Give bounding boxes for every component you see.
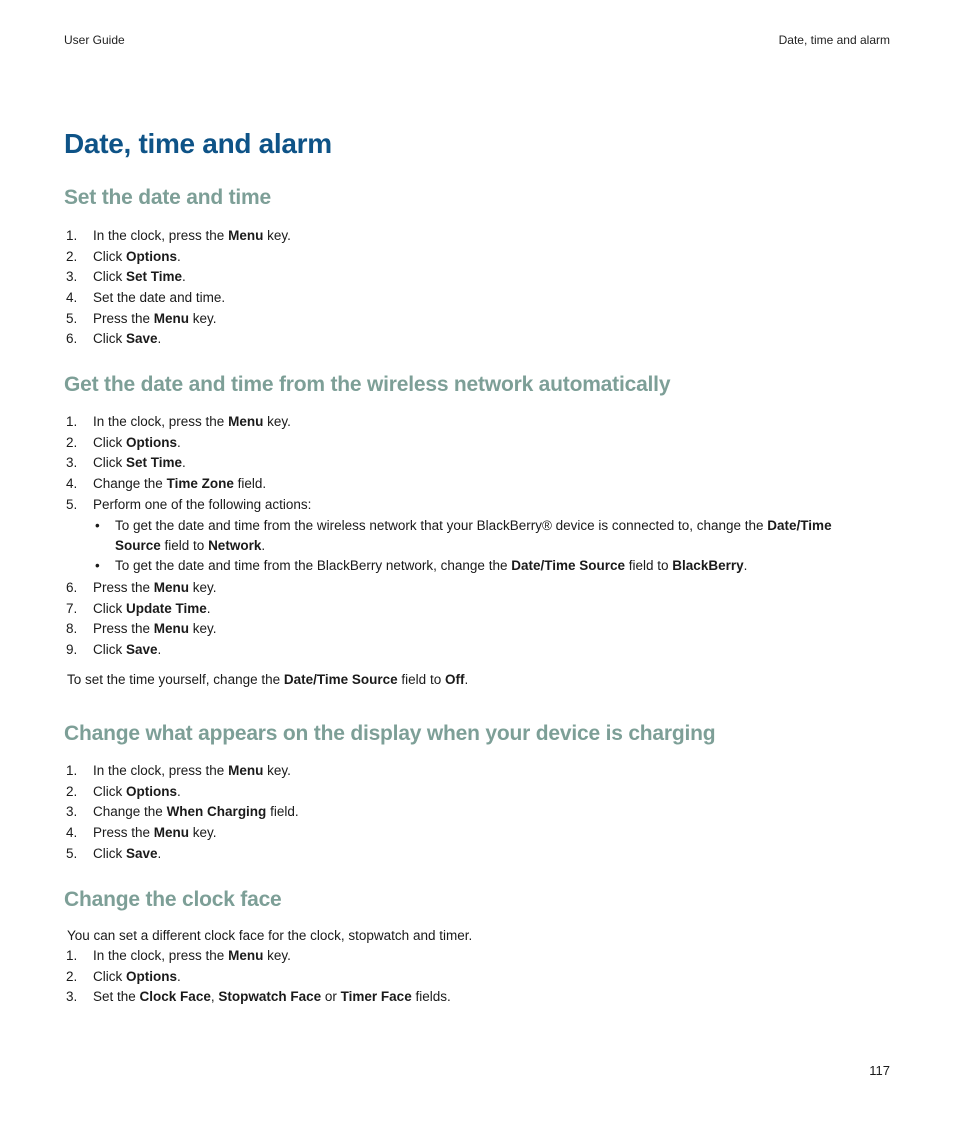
step-text: key. <box>263 414 291 429</box>
step-text: key. <box>263 763 291 778</box>
step-text: . <box>157 642 162 658</box>
field-value: Network <box>208 537 262 553</box>
step-key: Menu <box>228 228 264 243</box>
step-key: Set Time <box>126 455 183 471</box>
step-text: . <box>182 455 186 471</box>
list-item <box>64 495 311 516</box>
step-text: , <box>210 989 219 1005</box>
field-name: Date/Time Source <box>115 518 832 553</box>
step-text: . <box>206 600 211 616</box>
step-number: 9. <box>66 642 78 658</box>
list-item <box>64 247 291 268</box>
list-item <box>64 782 299 803</box>
bullet-text: field to <box>160 537 209 553</box>
step-text: Change the <box>93 476 167 492</box>
list-item <box>93 556 875 576</box>
list-item <box>64 946 451 967</box>
step-text: In the clock, press the <box>93 763 229 778</box>
step-key: Save <box>126 845 158 861</box>
steps-set-date-time <box>64 226 291 350</box>
step-number: 8. <box>66 621 78 637</box>
step-text: Set the date and time. <box>93 290 226 306</box>
field-value: Off <box>444 672 465 687</box>
step-text: key. <box>189 310 217 326</box>
step-text: . <box>177 968 181 984</box>
step-number: 1. <box>66 228 78 243</box>
step-number: 4. <box>66 476 78 492</box>
steps-network-time-cont <box>64 578 217 661</box>
step-text: . <box>177 783 181 799</box>
step-key: Set Time <box>126 269 183 285</box>
bullet-text: . <box>261 537 266 553</box>
note-text: To set the time yourself, change the <box>67 672 284 687</box>
step-text: key. <box>189 825 217 841</box>
step-key: Save <box>126 331 158 347</box>
step-text: key. <box>263 228 291 243</box>
list-item <box>64 599 217 620</box>
step-key: When Charging <box>166 804 267 820</box>
step-text: . <box>182 269 186 285</box>
list-item <box>64 453 311 474</box>
page-number: 117 <box>869 1063 890 1078</box>
note-text: field to <box>397 672 445 687</box>
step-text: key. <box>189 580 217 595</box>
bullet-text: field to <box>625 557 673 573</box>
step-number: 1. <box>66 414 78 429</box>
list-item <box>64 619 217 640</box>
running-header-right: Date, time and alarm <box>778 33 890 47</box>
step-key: Time Zone <box>166 476 234 492</box>
bullet-icon: • <box>95 557 100 573</box>
steps-network-time <box>64 412 311 515</box>
step-text: In the clock, press the <box>93 414 229 429</box>
list-item <box>64 578 217 599</box>
step-number: 4. <box>66 290 78 306</box>
list-item <box>64 288 291 309</box>
intro-paragraph: You can set a different clock face for the clock, stopwatch and timer. <box>67 928 473 943</box>
step-text: In the clock, press the <box>93 948 229 963</box>
list-item <box>64 412 311 433</box>
section-title-set-date-time: Set the date and time <box>64 186 272 209</box>
step-text: Click <box>93 455 126 471</box>
step-number: 6. <box>66 580 78 595</box>
step-key: Menu <box>153 621 190 637</box>
step-number: 1. <box>66 763 78 778</box>
step-key: Menu <box>153 310 190 326</box>
step-text: Press the <box>93 310 154 326</box>
step-text: Click <box>93 434 126 450</box>
list-item <box>64 987 451 1008</box>
step-text: Click <box>93 845 126 861</box>
list-item <box>64 267 291 288</box>
field-name: Date/Time Source <box>283 672 398 687</box>
bullet-text: To get the date and time from the wireless network that your BlackBerry® device is connected to, change the <box>115 518 768 533</box>
bullet-icon: • <box>95 518 100 533</box>
step-text: . <box>177 248 181 264</box>
list-item <box>64 761 299 782</box>
field-value: BlackBerry <box>672 557 744 573</box>
section-title-clock-face: Change the clock face <box>64 888 282 911</box>
step-text: . <box>157 845 162 861</box>
step-text: Click <box>93 600 126 616</box>
list-item <box>64 226 291 247</box>
list-item <box>64 844 299 865</box>
page-title: Date, time and alarm <box>64 128 332 159</box>
step-number: 4. <box>66 825 78 841</box>
step-text: Click <box>93 968 126 984</box>
step-text: Press the <box>93 621 154 637</box>
step-text: Press the <box>93 825 154 841</box>
step-key: Update Time <box>126 600 207 616</box>
step-text: key. <box>263 948 291 963</box>
list-item <box>64 433 311 454</box>
list-item <box>64 474 311 495</box>
list-item <box>64 967 451 988</box>
step-key: Menu <box>228 948 264 963</box>
step-number: 7. <box>66 600 78 616</box>
section-title-charging-display: Change what appears on the display when your device is charging <box>64 722 716 745</box>
step-number: 3. <box>66 989 78 1005</box>
list-item <box>93 516 875 555</box>
list-item <box>64 823 299 844</box>
step-key: Menu <box>228 763 264 778</box>
step-text: Click <box>93 269 126 285</box>
field-name: Timer Face <box>340 989 412 1005</box>
step-number: 2. <box>66 434 78 450</box>
step-key: Menu <box>153 825 190 841</box>
step-number: 2. <box>66 968 78 984</box>
step-key: Save <box>126 642 158 658</box>
bullet-text: . <box>743 557 748 573</box>
step-text: Click <box>93 642 126 658</box>
field-name: Clock Face <box>139 989 211 1005</box>
step-number: 5. <box>66 310 78 326</box>
step-number: 3. <box>66 455 78 471</box>
running-header-left: User Guide <box>64 33 125 47</box>
section-title-network-time: Get the date and time from the wireless network automatically <box>64 373 671 396</box>
steps-clock-face <box>64 946 451 1008</box>
step-number: 2. <box>66 248 78 264</box>
step-text: or <box>321 989 341 1005</box>
step-key: Menu <box>228 414 264 429</box>
step-text: Click <box>93 783 126 799</box>
step-text: field. <box>266 804 299 820</box>
step-number: 5. <box>66 845 78 861</box>
list-item <box>64 640 217 661</box>
steps-charging-display <box>64 761 299 864</box>
step-text: Set the <box>93 989 140 1005</box>
field-name: Stopwatch Face <box>218 989 322 1005</box>
bullet-text: To get the date and time from the BlackBerry network, change the <box>115 557 512 573</box>
field-name: Date/Time Source <box>511 557 626 573</box>
step-text: Click <box>93 248 126 264</box>
step-text: . <box>157 331 162 347</box>
list-item <box>64 802 299 823</box>
step-number: 1. <box>66 948 78 963</box>
step-text: field. <box>233 476 267 492</box>
sub-options-list <box>93 516 875 575</box>
step-key: Menu <box>153 580 190 595</box>
step-text: key. <box>189 621 217 637</box>
step-number: 5. <box>66 496 78 512</box>
step-text: Perform one of the following actions: <box>93 496 312 512</box>
list-item <box>64 309 291 330</box>
step-text: . <box>177 434 181 450</box>
step-number: 6. <box>66 331 78 347</box>
step-text: Change the <box>93 804 167 820</box>
list-item <box>64 329 291 350</box>
step-text: In the clock, press the <box>93 228 229 243</box>
step-text: Press the <box>93 580 154 595</box>
step-text: Click <box>93 331 126 347</box>
step-number: 2. <box>66 783 78 799</box>
step-key: Options <box>126 968 177 984</box>
step-key: Options <box>126 434 177 450</box>
step-number: 3. <box>66 804 78 820</box>
note-text: . <box>464 672 469 687</box>
step-number: 3. <box>66 269 78 285</box>
step-key: Options <box>126 248 177 264</box>
step-key: Options <box>126 783 177 799</box>
note-paragraph <box>67 670 468 690</box>
step-text: fields. <box>411 989 451 1005</box>
